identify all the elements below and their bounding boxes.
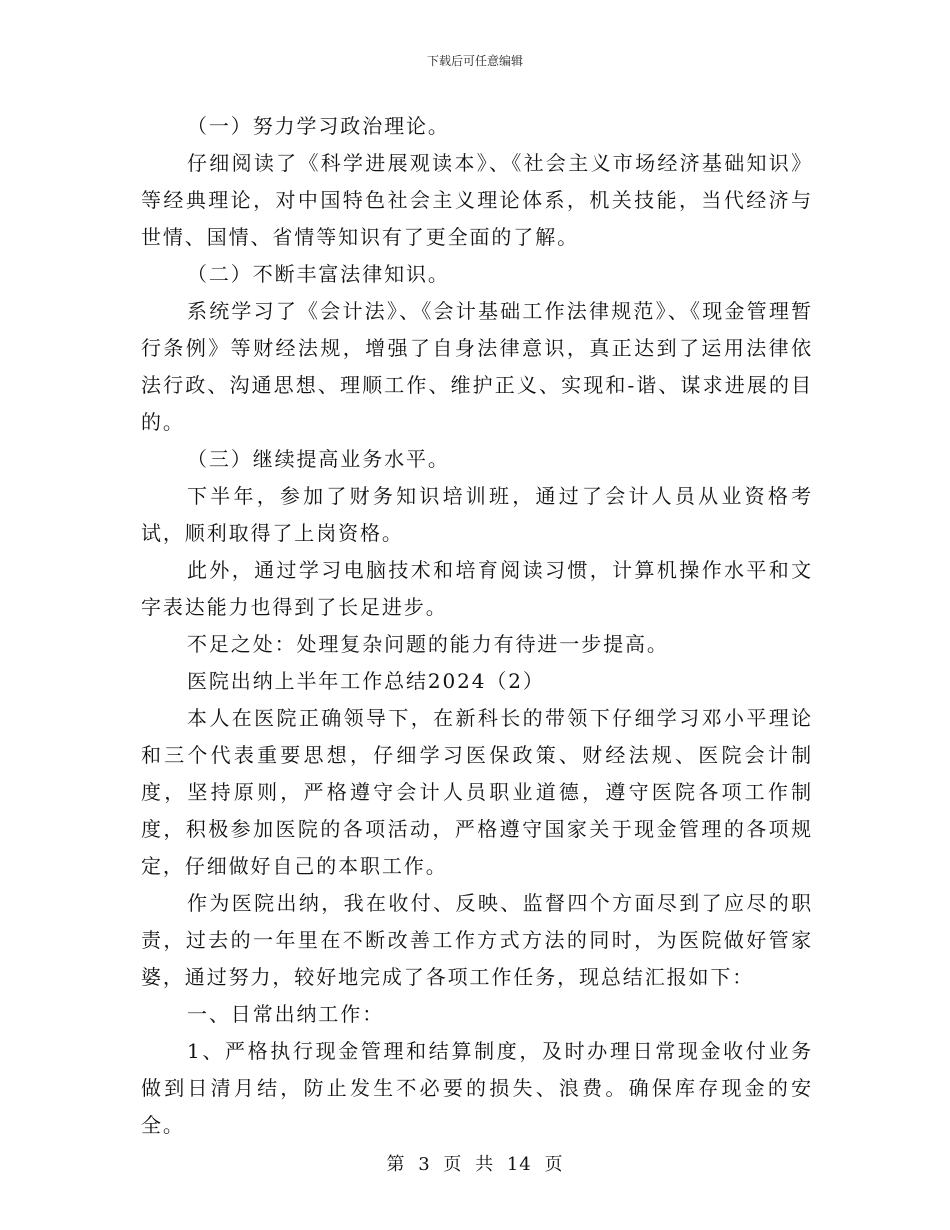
paragraph-computer-skills: 此外，通过学习电脑技术和培育阅读习惯，计算机操作水平和文字表达能力也得到了长足进步。 [141, 558, 813, 619]
paragraph-law-study: 系统学习了《会计法》、《会计基础工作法律规范》、《现金管理暂行条例》等财经法规，增强了自身法律意识，真正达到了运用法律依法行政、沟通思想、理顺工作、维护正义、实现和-谐、谋求进展的目的。 [141, 299, 813, 434]
paragraph-shortcomings: 不足之处：处理复杂问题的能力有待进一步提高。 [187, 632, 669, 656]
paragraph-section-1-heading: （一）努力学习政治理论。 [187, 114, 450, 138]
page-number-footer: 第 3 页 共 14 页 [386, 1154, 564, 1175]
paragraph-section-3-heading: （三）继续提高业务水平。 [187, 447, 450, 471]
paragraph-section-2-heading: （二）不断丰富法律知识。 [187, 262, 450, 286]
paragraph-daily-work-heading: 一、日常出纳工作： [187, 1002, 385, 1026]
document-body [141, 108, 813, 1144]
paragraph-cash-management: 1、严格执行现金管理和结算制度，及时办理日常现金收付业务做到日清月结，防止发生不必要的损失、浪费。确保库存现金的安全。 [141, 1039, 813, 1137]
paragraph-intro: 本人在医院正确领导下，在新科长的带领下仔细学习邓小平理论和三个代表重要思想，仔细学习医保政策、财经法规、医院会计制度，坚持原则，严格遵守会计人员职业道德，遵守医院各项工作制度，积极参加医院的各项活动，严格遵守国家关于现金管理的各项规定，仔细做好自己的本职工作。 [141, 706, 813, 878]
paragraph-report-title: 医院出纳上半年工作总结2024（2） [187, 669, 545, 693]
paragraph-theory-reading: 仔细阅读了《科学进展观读本》、《社会主义市场经济基础知识》等经典理论，对中国特色社会主义理论体系，机关技能，当代经济与世情、国情、省情等知识有了更全面的了解。 [141, 151, 813, 249]
paragraph-training: 下半年，参加了财务知识培训班，通过了会计人员从业资格考试，顺利取得了上岗资格。 [141, 484, 813, 545]
page-header: 下载后可任意编辑 [426, 54, 523, 68]
paragraph-cashier-role: 作为医院出纳，我在收付、反映、监督四个方面尽到了应尽的职责，过去的一年里在不断改善工作方式方法的同时，为医院做好管家婆，通过努力，较好地完成了各项工作任务，现总结汇报如下： [141, 891, 813, 989]
